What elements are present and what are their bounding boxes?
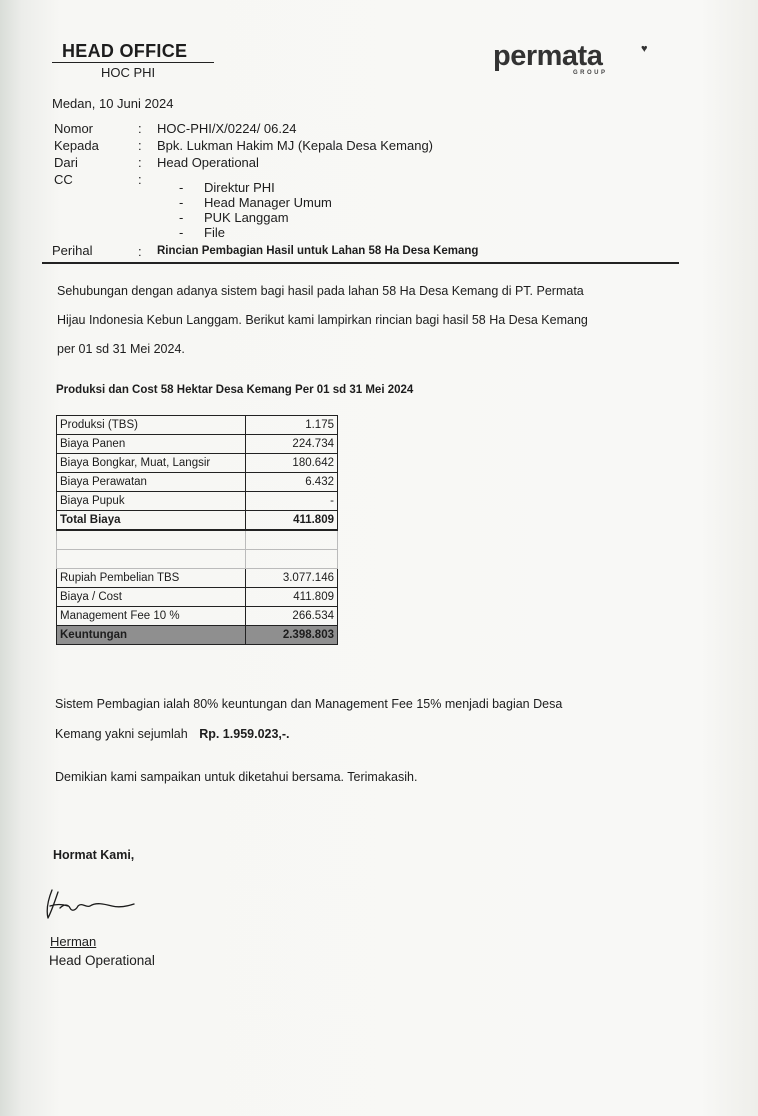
field-value-nomor: HOC-PHI/X/0224/ 06.24: [157, 121, 297, 136]
share-amount: Rp. 1.959.023,-.: [199, 727, 290, 741]
total-label: Total Biaya: [57, 511, 246, 531]
cc-item: PUK Langgam: [204, 210, 289, 225]
row-label: Biaya Panen: [57, 435, 246, 454]
paragraph-text: Kemang yakni sejumlah: [55, 727, 188, 741]
cc-item: File: [204, 225, 225, 240]
field-colon: :: [138, 121, 142, 136]
closing-salutation: Hormat Kami,: [53, 848, 135, 862]
field-label-cc: CC: [54, 172, 73, 187]
paragraph-line: Hijau Indonesia Kebun Langgam. Berikut kami lampirkan rincian bagi hasil 58 Ha Desa Kemang: [57, 313, 588, 327]
header-divider: [42, 262, 679, 264]
cc-dash: -: [179, 225, 184, 240]
row-value: 3.077.146: [246, 569, 338, 588]
table-row: [57, 454, 338, 473]
office-title: HEAD OFFICE: [62, 41, 188, 61]
profit-value: 2.398.803: [246, 626, 338, 645]
cc-item: Direktur PHI: [204, 180, 275, 195]
table-blank-row: [57, 550, 338, 569]
cc-dash: -: [179, 180, 184, 195]
field-value-kepada: Bpk. Lukman Hakim MJ (Kepala Desa Kemang): [157, 138, 434, 153]
row-label: Rupiah Pembelian TBS: [57, 569, 246, 588]
row-label: Biaya Pupuk: [57, 492, 246, 511]
paragraph-line: [55, 727, 290, 741]
table-row: [57, 607, 338, 626]
field-label-kepada: Kepada: [54, 138, 99, 153]
table-row: [57, 435, 338, 454]
profit-label: Keuntungan: [57, 626, 246, 645]
production-cost-table: [56, 415, 338, 645]
table-row: [57, 473, 338, 492]
signature-icon: [42, 880, 142, 926]
signer-name: Herman: [50, 934, 97, 949]
field-colon: :: [138, 155, 142, 170]
place-date: Medan, 10 Juni 2024: [52, 96, 174, 111]
logo-group-text: GROUP: [573, 70, 608, 76]
office-subtitle: HOC PHI: [101, 65, 156, 80]
cc-dash: -: [179, 195, 184, 210]
table-row: [57, 588, 338, 607]
paragraph-line: Sehubungan dengan adanya sistem bagi hasil pada lahan 58 Ha Desa Kemang di PT. Permata: [57, 284, 584, 298]
table-profit-row: [57, 626, 338, 645]
cc-dash: -: [179, 210, 184, 225]
field-colon: :: [138, 244, 142, 259]
table-title: Produksi dan Cost 58 Hektar Desa Kemang Per 01 sd 31 Mei 2024: [56, 384, 414, 396]
row-label: Biaya Bongkar, Muat, Langsir: [57, 454, 246, 473]
paragraph-line: Demikian kami sampaikan untuk diketahui bersama. Terimakasih.: [55, 770, 418, 784]
row-value: 266.534: [246, 607, 338, 626]
field-label-nomor: Nomor: [54, 121, 94, 136]
row-value: 411.809: [246, 588, 338, 607]
row-value: 180.642: [246, 454, 338, 473]
row-label: Biaya / Cost: [57, 588, 246, 607]
table-blank-row: [57, 530, 338, 550]
row-label: Management Fee 10 %: [57, 607, 246, 626]
field-colon: :: [138, 138, 142, 153]
cc-item: Head Manager Umum: [204, 195, 332, 210]
total-value: 411.809: [246, 511, 338, 531]
logo-heart-icon: ♥: [641, 43, 648, 55]
table-row: [57, 569, 338, 588]
perihal-label: Perihal: [52, 243, 93, 258]
signer-title: Head Operational: [49, 953, 155, 968]
paragraph-line: Sistem Pembagian ialah 80% keuntungan dan Management Fee 15% menjadi bagian Desa: [55, 697, 563, 711]
row-label: Produksi (TBS): [57, 416, 246, 435]
row-value: 224.734: [246, 435, 338, 454]
permata-logo: permata: [493, 40, 603, 72]
row-value: 6.432: [246, 473, 338, 492]
field-value-dari: Head Operational: [157, 155, 259, 170]
row-label: Biaya Perawatan: [57, 473, 246, 492]
paragraph-line: per 01 sd 31 Mei 2024.: [57, 342, 185, 356]
table-row: [57, 492, 338, 511]
table-row: [57, 416, 338, 435]
office-title-underline: [52, 62, 214, 63]
field-colon: :: [138, 172, 142, 187]
row-value: -: [246, 492, 338, 511]
row-value: 1.175: [246, 416, 338, 435]
field-label-dari: Dari: [54, 155, 78, 170]
perihal-value: Rincian Pembagian Hasil untuk Lahan 58 Ha Desa Kemang: [157, 245, 479, 257]
table-total-row: [57, 511, 338, 531]
